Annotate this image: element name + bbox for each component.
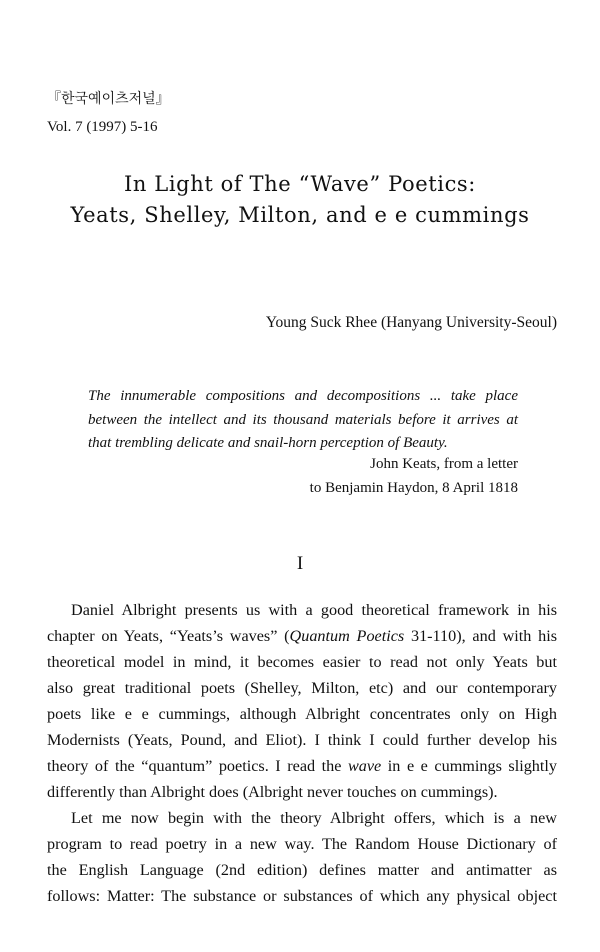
body-line: Let me now begin with the theory Albright offers, which is a new [71,809,557,827]
body-line: differently than Albright does (Albright never touches on cummings). [47,783,498,801]
body-text-run: in e e cummings slightly [381,757,557,775]
epigraph-line: that trembling delicate and snail-horn perception of Beauty. [88,435,448,451]
body-line [47,623,557,649]
body-text-run: theory of the “quantum” poetics. I read the [47,757,348,775]
body-text [47,597,557,909]
body-line: the English Language (2nd edition) defines matter and antimatter as [47,861,557,879]
emphasized-word: wave [347,757,382,775]
cited-work-title: Quantum Poetics [289,627,405,645]
body-line: poets like e e cummings, although Albright concentrates only on High [47,705,557,723]
body-text-run: chapter on Yeats, “Yeats’s waves” ( [47,627,290,645]
epigraph-line: between the intellect and its thousand materials before it arrives at [88,411,518,428]
body-line [47,753,557,779]
paper-title-line1: In Light of The “Wave” Poetics: [124,172,476,196]
author-affiliation: Young Suck Rhee (Hanyang University-Seoul) [265,314,557,331]
epigraph-line: The innumerable compositions and decompositions ... take place [88,388,518,404]
epigraph-attribution-line2: to Benjamin Haydon, 8 April 1818 [309,480,518,496]
body-line: follows: Matter: The substance or substances of which any physical object [47,887,557,905]
body-line: Modernists (Yeats, Pound, and Eliot). I think I could further develop his [47,731,557,749]
volume-info: Vol. 7 (1997) 5-16 [47,119,158,135]
section-heading: I [296,553,304,574]
body-line: theoretical model in mind, it becomes easier to read not only Yeats but [47,653,557,671]
epigraph [88,385,518,456]
paper-title-line2: Yeats, Shelley, Milton, and e e cummings [70,203,530,227]
body-text-run: 31-110), and with his [404,627,557,645]
body-line: Daniel Albright presents us with a good theoretical framework in his [71,601,557,619]
epigraph-attribution-line1: John Keats, from a letter [370,456,518,472]
journal-name: 『한국예이츠저널』 [47,92,170,107]
body-line: program to read poetry in a new way. The Random House Dictionary of [47,835,557,853]
body-line: also great traditional poets (Shelley, Milton, etc) and our contemporary [47,679,557,697]
